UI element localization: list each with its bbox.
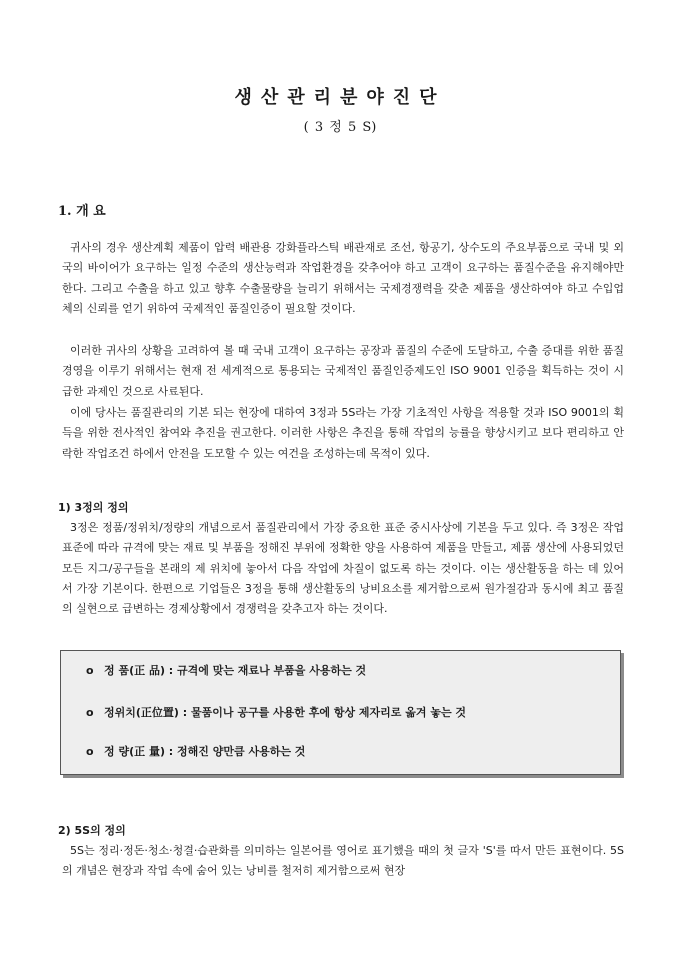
5s-paragraph: 5S는 정리·정돈·청소·청결·습관화를 의미하는 일본어를 영어로 표기했을 때의 첫 글자 'S'를 따서 만든 표현이다. 5S의 개념은 현장과 작업 속에 숨어 있는 낭비를 철저히 제거함으로써 현장: [62, 844, 624, 878]
definition-item-jeongryang: [86, 743, 305, 759]
subheading-3jeong-definition: 1) 3정의 정의: [58, 501, 129, 514]
bullet-marker: o: [86, 706, 94, 719]
subheading-5s-definition: 2) 5S의 정의: [58, 824, 126, 837]
overview-paragraph: 이에 당사는 품질관리의 기본 되는 현장에 대하여 3정과 5S라는 가장 기초적인 사항을 적용할 것과 ISO 9001의 획득을 위한 전사적인 참여와 추진을 권고한다. 이러한 사항은 추진을 통해 작업의 능률을 향상시키고 보다 편리하고 안락한 작업조건 하에서 안전을 도모할 수 있는 여건을 조성하는데 목적이 있다.: [62, 406, 624, 460]
overview-paragraph: 귀사의 경우 생산계획 제품이 압력 배관용 강화플라스틱 배관재로 조선, 항공기, 상수도의 주요부품으로 국내 및 외국의 바이어가 요구하는 일정 수준의 생산능력과 작업환경을 갖추어야 하고 고객이 요구하는 품질수준을 유지해야만 한다. 그리고 수출을 하고 있고 향후 수출물량을 늘리기 위해서는 국제경쟁력을 갖춘 제품을 생산하여야 하고 수입업체의 신뢰를 얻기 위하여 국제적인 품질인증이 필요할 것이다.: [62, 241, 624, 315]
definition-text: 정 량(正 量) : 정해진 양만큼 사용하는 것: [104, 745, 306, 758]
document-title: 생산관리분야진단: [234, 87, 446, 108]
definition-text: 정 품(正 品) : 규격에 맞는 재료나 부품을 사용하는 것: [104, 664, 367, 677]
section-heading-overview: 1. 개 요: [58, 204, 106, 219]
bullet-marker: o: [86, 745, 94, 758]
3jeong-definition-box: [60, 650, 621, 775]
definition-item-jeongpum: [86, 662, 366, 678]
overview-paragraph: 이러한 귀사의 상황을 고려하여 볼 때 국내 고객이 요구하는 공장과 품질의 수준에 도달하고, 수출 증대를 위한 품질경영을 이루기 위해서는 현재 전 세계적으로 통용되는 국제적인 품질인증제도인 ISO 9001 인증을 획득하는 것이 시급한 과제인 것으로 사료된다.: [62, 344, 624, 398]
document-subtitle: ( 3 정 5 S): [303, 120, 377, 135]
3jeong-paragraph: 3정은 정품/정위치/정량의 개념으로서 품질관리에서 가장 중요한 표준 중시사상에 기본을 두고 있다. 즉 3정은 작업 표준에 따라 규격에 맞는 재료 및 부품을 정해진 부위에 정확한 양을 사용하여 제품을 만들고, 제품 생산에 사용되었던 모든 지그/공구들을 본래의 제 위치에 놓아서 다음 작업에 차질이 없도록 하는 것이다. 이는 생산활동을 하는 데 있어서 가장 기본이다. 한편으로 기업들은 3정을 통해 생산활동의 낭비요소를 제거함으로써 원가절감과 동시에 최고 품질의 실현으로 급변하는 경제상황에서 경쟁력을 갖추고자 하는 것이다.: [62, 521, 624, 616]
definition-item-jeongwichi: [86, 704, 466, 720]
bullet-marker: o: [86, 664, 94, 677]
definition-text: 정위치(正位置) : 물품이나 공구를 사용한 후에 항상 제자리로 옮겨 놓는 것: [104, 706, 467, 719]
